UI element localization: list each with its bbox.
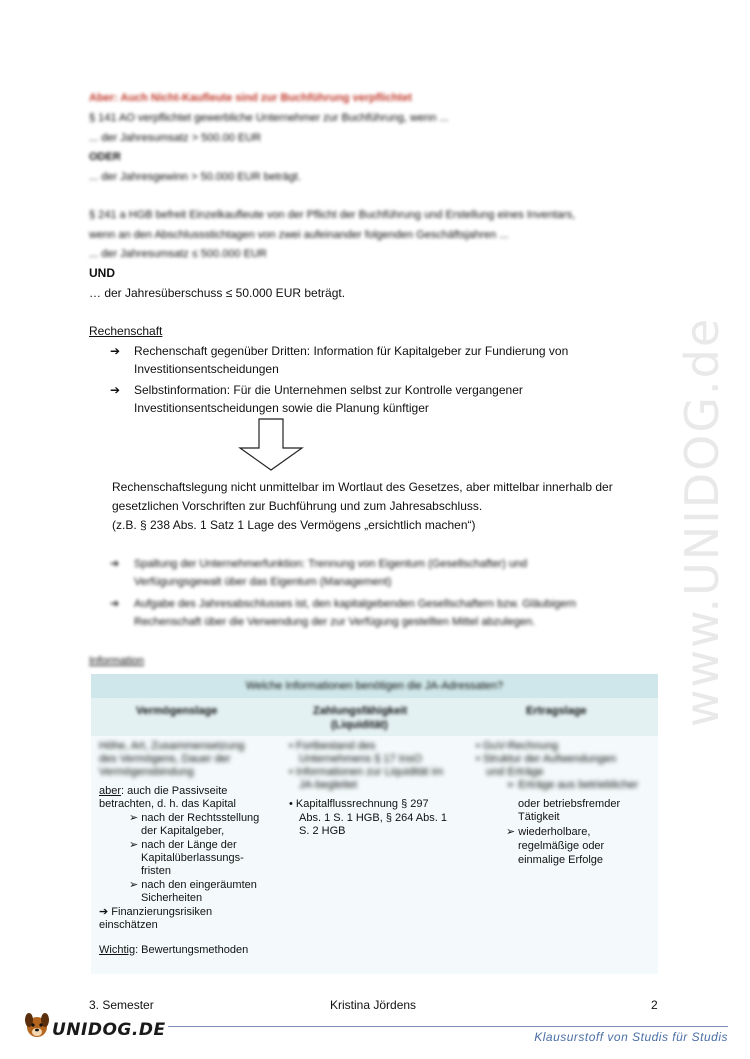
blurred-cell-text: Höhe, Art, Zusammensetzung [99,740,245,752]
blurred-cell-text: • Fortbestand des [289,740,376,752]
blurred-line: ... der Jahresumsatz > 500.00 EUR [89,132,262,144]
cell-text: Abs. 1 S. 1 HGB, § 264 Abs. 1 [299,812,447,824]
dog-icon [24,1010,50,1040]
watermark [672,305,732,728]
blurred-line: ODER [89,151,121,163]
blurred-cell-text: • Struktur der Aufwendungen [476,753,617,765]
watermark-text: www.UNIDOG.de [675,316,729,728]
cell-text: : Bewertungsmethoden [135,944,249,956]
bullet-text: Selbstinformation: Für die Unternehmen selbst zur Kontrolle vergangener [134,383,523,397]
down-arrow-icon [238,418,304,472]
cell-text [99,944,248,957]
blurred-cell-text: JA-begleitet [299,779,358,791]
cell-text [129,812,259,825]
check-arrow-icon: ➢ [129,812,142,824]
check-arrow-icon: ➢ [129,839,142,851]
cell-text: Sicherheiten [141,892,203,904]
blurred-red-heading: Aber: Auch Nicht-Kaufleute sind zur Buchführung verpflichtet [89,92,412,104]
check-arrow-icon: ➢ [506,826,519,838]
column-header-zahlungsfaehigkeit: Zahlungsfähigkeit [313,705,408,717]
bullet-text-cont: Investitionsentscheidungen sowie die Planung künftiger [134,401,429,415]
cell-text [129,879,257,892]
arrow-icon: ➔ [110,558,120,570]
information-table [91,674,658,974]
cell-text: wiederholbare, [518,826,591,838]
cell-text [129,839,237,852]
blurred-line: wenn an den Abschlussstichtagen von zwei aufeinander folgenden Geschäftsjahren ... [89,229,509,241]
cell-text: Kapitalflussrechnung § 297 [295,798,429,810]
information-heading: Information [89,655,145,667]
blurred-line: ... der Jahresumsatz ≤ 500.000 EUR [89,248,267,260]
cell-text: nach der Länge der [141,839,237,851]
cell-text: Tätigkeit [518,811,560,823]
arrow-icon: ➔ [110,598,120,610]
cell-text: • Kapitalflussrechnung § 297 [289,798,429,810]
cell-text: betrachten, d. h. das Kapital [99,798,236,810]
cell-text: einmalige Erfolge [518,854,603,866]
cell-text: einschätzen [99,919,158,931]
cell-text: Finanzierungsrisiken [111,906,213,918]
und-label: UND [89,266,115,280]
jahresueberschuss-line: … der Jahresüberschuss ≤ 50.000 EUR beträgt. [89,286,346,300]
blurred-cell-text: ➢ Erträge aus betrieblicher [506,779,639,791]
cell-text [99,906,212,919]
rechenschaft-heading: Rechenschaft [89,324,163,338]
wichtig-label: Wichtig [99,944,136,956]
cell-text: der Kapitalgeber, [141,825,225,837]
blurred-text: Rechenschaft über die Verwendung der zur Verfügung gestellten Mittel abzulegen. [134,616,536,628]
footer-semester: 3. Semester [89,998,154,1012]
blurred-cell-text: des Vermögens, Dauer der [99,753,231,765]
arrow-icon: ➔ [99,906,112,918]
paragraph-line: Rechenschaftslegung nicht unmittelbar im Wortlaut des Gesetzes, aber mittelbar innerhalb der [112,480,613,494]
cell-text: Kapitalüberlassungs- [141,852,244,864]
cell-text: nach der Rechtsstellung [141,812,260,824]
arrow-icon: ➔ [110,383,121,397]
arrow-icon: ➔ [110,344,121,358]
blurred-cell-text: • GuV-Rechnung [476,740,559,752]
blurred-line: § 141 AO verpflichtet gewerbliche Unternehmer zur Buchführung, wenn ... [89,112,449,124]
column-header-vermoegenslage: Vermögenslage [136,705,218,717]
aber-label: aber [99,785,122,797]
cell-text: fristen [141,865,171,877]
aber-rest: : auch die Passivseite [121,785,228,797]
bullet-text: Aufgabe des Jahresabschlusses ist, den kapitalgebenden Gesellschaftern bzw. Gläubigern [134,598,577,610]
blurred-text: Verfügungsgewalt über das Eigentum (Management) [134,576,392,588]
blurred-cell-text: Unternehmens § 17 InsO [299,753,422,765]
paragraph-line: (z.B. § 238 Abs. 1 Satz 1 Lage des Vermögens „ersichtlich machen“) [112,518,476,532]
cell-text: oder betriebsfremder [518,798,621,810]
footer-author: Kristina Jördens [330,998,417,1012]
bullet-text-cont: Investitionsentscheidungen [134,362,279,376]
column-header-ertragslage: Ertragslage [526,705,587,717]
bullet-text: Rechenschaft gegenüber Dritten: Information für Kapitalgeber zur Fundierung von [134,344,569,358]
table-title: Welche Informationen benötigen die JA-Adressaten? [245,680,504,692]
blurred-line: ... der Jahresgewinn > 50.000 EUR beträgt. [89,171,301,183]
cell-text: regelmäßige oder [518,840,605,852]
blurred-line: § 241 a HGB befreit Einzelkaufleute von der Pflicht der Buchführung und Erstellung eines Inventars, [89,209,576,221]
cell-text [506,826,590,839]
footer-slogan: Klausurstoff von Studis für Studis [534,1030,728,1044]
page-number: 2 [651,998,658,1012]
blurred-cell-text: • Informationen zur Liquidität im [289,766,444,778]
footer-rule [168,1026,728,1027]
column-header-liquiditaet: (Liquidität) [331,719,388,731]
blurred-cell-text: Vermögensbindung [99,766,194,778]
logo-text: UNIDOG.DE [52,1020,166,1040]
cell-text: nach den eingeräumten [141,879,257,891]
bullet-text: Spaltung der Unternehmerfunktion: Trennung von Eigentum (Gesellschafter) und [134,558,528,570]
blurred-cell-text: und Erträge [486,766,544,778]
cell-text: S. 2 HGB [299,825,346,837]
check-arrow-icon: ➢ [129,879,142,891]
cell-text [99,785,227,798]
paragraph-line: gesetzlichen Vorschriften zur Buchführung und zum Jahresabschluss. [112,499,483,513]
